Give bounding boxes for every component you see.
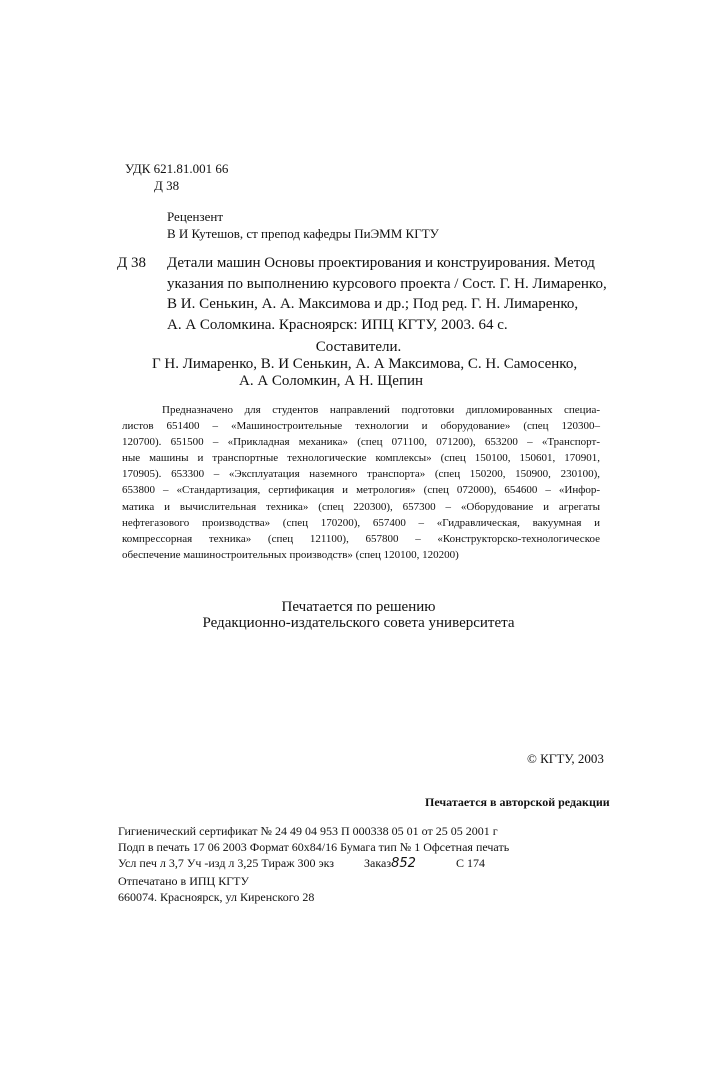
imprint-printed-at: Отпечатано в ИПЦ КГТУ [118,873,249,888]
annotation-line: Предназначено для студентов направлений подготовки дипломированных специа- [162,404,600,416]
reviewer-label: Рецензент [167,209,224,224]
annotation-line: 653800 – «Стандартизация, сертификация и метрология» (спец 072000), 654600 – «Инфор- [122,484,600,497]
bibliographic-line: В И. Сенькин, А. А. Максимова и др.; Под ред. Г. Н. Лимаренко, [167,296,579,312]
author-edition-note: Печатается в авторской редакции [425,795,610,809]
imprint-address: 660074. Красноярск, ул Киренского 28 [118,889,315,904]
bibliographic-line: Детали машин Основы проектирования и конструирования. Метод [167,255,595,271]
print-decision-line-1: Печатается по решению [281,599,436,615]
annotation-line: ные машины и транспортные технологические комплексы» (спец 150100, 150601, 170901, [122,452,600,465]
annotation-line: матика и вычислительная техника» (спец 220300), 657300 – «Оборудование и агрегаты [122,500,600,513]
udk-code: УДК 621.81.001 66 [125,161,229,176]
annotation-line: листов 651400 – «Машиностроительные технологии и оборудование» (спец 120300– [122,420,600,433]
compilers-line-2: А. А Соломкин, А Н. Щепин [239,373,424,389]
imprint-sheets: Усл печ л 3,7 Уч -изд л 3,25 Тираж 300 экз [118,856,335,871]
bibliographic-line: указания по выполнению курсового проекта / Сост. Г. Н. Лимаренко, [167,275,607,292]
imprint-certificate: Гигиенический сертификат № 24 49 04 953 П 000338 05 01 от 25 05 2001 г [118,824,498,838]
annotation-line: компрессорная техника» (спец 121100), 657800 – «Конструкторско-технологическое [122,532,600,545]
annotation-line: 170905). 653300 – «Эксплуатация наземного транспорта» (спец 150200, 150900, 230100), [122,468,600,481]
compilers-label: Составители. [315,339,402,355]
bibliographic-index: Д 38 [117,255,146,271]
bibliographic-description [122,253,612,335]
imprint-order-number: 852 [391,856,416,872]
udk-index: Д 38 [154,178,180,193]
annotation-line: обеспечение машиностроительных производств» (спец 120100, 120200) [122,548,459,561]
annotation-line: нефтегазового производства» (спец 170200), 657400 – «Гидравлическая, вакуумная и [122,516,600,529]
reviewer-name: В И Кутешов, ст препод кафедры ПиЭММ КГТУ [167,226,439,241]
annotation [122,402,600,563]
imprint [118,823,509,905]
imprint-sheets-row [118,855,509,872]
imprint-code: С 174 [455,856,485,871]
compilers-line-1: Г Н. Лимаренко, В. И Сенькин, А. А Максимова, С. Н. Самосенко, [152,356,578,372]
imprint-signed: Подп в печать 17 06 2003 Формат 60х84/16 Бумага тип № 1 Офсетная печать [118,840,510,855]
annotation-line: 120700). 651500 – «Прикладная механика» (спец 071100, 071200), 653200 – «Транспорт- [122,436,600,449]
print-decision-line-2: Редакционно-издательского совета университета [202,615,515,631]
bibliographic-line: А. А Соломкина. Красноярск: ИПЦ КГТУ, 2003. 64 с. [167,316,508,333]
imprint-order-label: Заказ [364,856,392,871]
copyright: © КГТУ, 2003 [527,751,604,766]
